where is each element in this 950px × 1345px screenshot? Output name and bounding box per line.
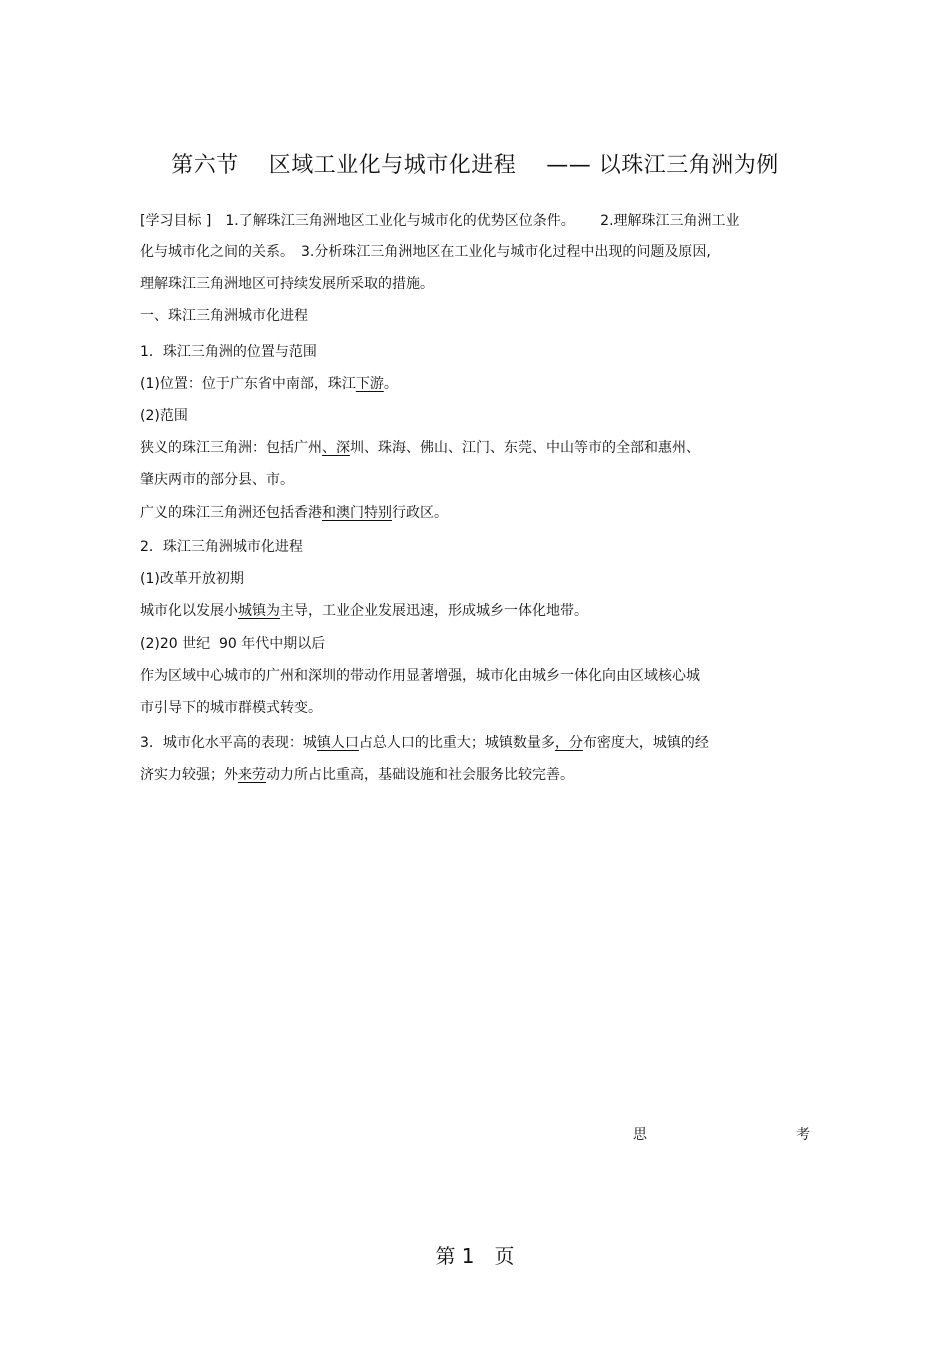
item3-line2-prefix: 济实力较强；外 [140,767,238,783]
narrow-answer: 、深 [322,440,350,456]
think-label-left: 思 [633,1127,647,1143]
learning-goals-line-3: 理解珠江三角洲地区可持续发展所采取的措施。 [140,276,434,292]
item-3-line-2 [140,765,574,785]
early-answer: 城镇为 [238,603,280,619]
broad-answer: 和澳门特别 [322,505,392,521]
item3-answer-2: ，分 [554,735,583,751]
item3-line2-suffix: 动力所占比重高，基础设施和社会服务比较完善。 [266,767,574,783]
item-2-heading: 2．珠江三角洲城市化进程 [140,539,303,555]
item3-mid-1: 占总人口的比重大；城镇数量多 [358,735,555,751]
item-3-line-1 [140,733,709,753]
think-label-right: 考 [796,1127,810,1143]
later-period-line-2: 市引导下的城市群模式转变。 [140,700,322,716]
early-prefix: 城市化以发展小 [140,603,238,619]
page-title: 第六节 区域工业化与城市化进程 —— 以珠江三角洲为例 [171,153,779,178]
item3-mid-2: 布密度大，城镇的经 [582,735,709,751]
range-label: (2)范围 [140,408,188,424]
broad-prefix: 广义的珠江三角洲还包括香港 [140,505,322,521]
early-suffix: 主导，工业企业发展迅速，形成城乡一体化地带。 [280,603,588,619]
early-period-text [140,601,588,621]
narrow-prefix: 狭义的珠江三角洲：包括广州 [140,440,322,456]
item3-answer-1: 镇人口 [316,735,359,751]
narrow-range-line-1 [140,438,700,458]
later-period-label: (2)20 世纪 90 年代中期以后 [140,636,326,652]
location-line [140,374,398,394]
item3-prefix: 3．城市化水平高的表现：城 [140,735,317,751]
location-prefix: (1)位置：位于广东省中南部，珠江 [140,376,356,392]
learning-goals-line-1: [学习目标 ] 1.了解珠江三角洲地区工业化与城市化的优势区位条件。 2.理解珠江三角洲工业 [140,213,740,229]
broad-suffix: 行政区。 [392,505,448,521]
narrow-range-line-2: 肇庆两市的部分县、市。 [140,472,294,488]
page-number: 第 1 页 [435,1244,515,1268]
section-heading: 一、珠江三角洲城市化进程 [140,308,308,324]
item-1-heading: 1．珠江三角洲的位置与范围 [140,344,317,360]
broad-range-line [140,503,448,523]
location-suffix: 。 [383,376,398,392]
location-answer: 下游 [355,376,384,392]
learning-goals-line-2: 化与城市化之间的关系。 3.分析珠江三角洲地区在工业化与城市化过程中出现的问题及原因, [140,244,711,260]
later-period-line-1: 作为区域中心城市的广州和深圳的带动作用显著增强，城市化由城乡一体化向由区域核心城 [140,668,700,684]
narrow-suffix: 圳、珠海、佛山、江门、东莞、中山等市的全部和惠州、 [350,440,700,456]
early-period-label: (1)改革开放初期 [140,571,244,587]
item3-answer-3: 来劳 [238,767,266,783]
